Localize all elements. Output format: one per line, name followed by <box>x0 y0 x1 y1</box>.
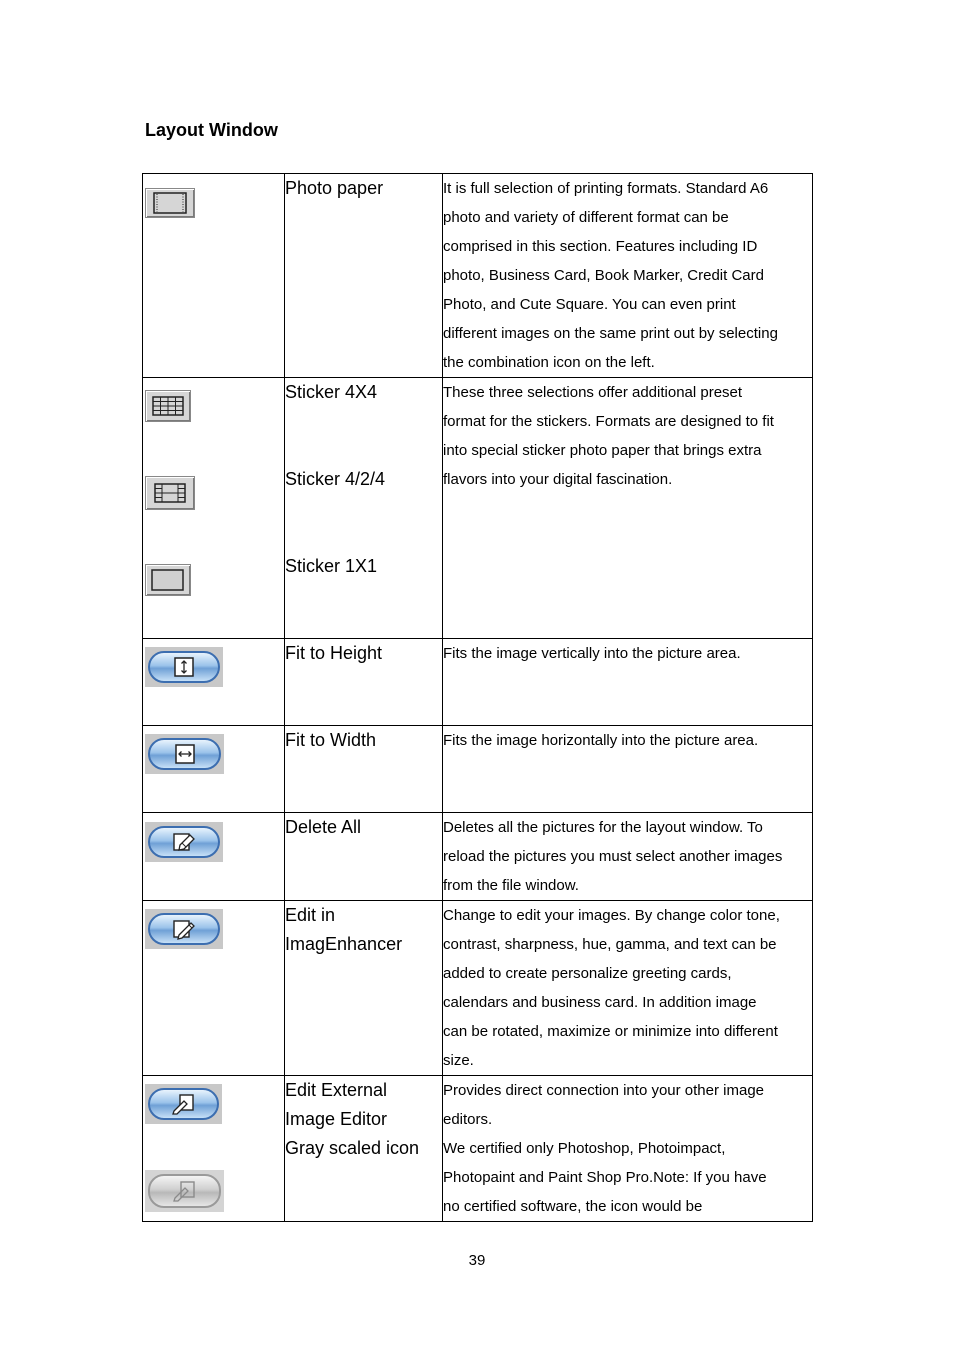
name-cell <box>285 901 443 1076</box>
sticker-4x4-icon[interactable] <box>145 390 191 422</box>
pill-button <box>148 651 220 683</box>
table-row-edit-imagenhancer <box>143 901 813 1076</box>
desc-line: Provides direct connection into your other image <box>443 1082 765 1099</box>
desc-line: different images on the same print out by selecting <box>443 325 778 342</box>
pill-button <box>148 738 221 770</box>
desc-line: editors. <box>443 1111 493 1128</box>
layout-window-table <box>142 173 813 1222</box>
pill-button <box>148 826 220 858</box>
table-row-fit-to-width <box>143 726 813 813</box>
desc-line: Change to edit your images. By change color tone, <box>443 907 780 924</box>
desc-line: contrast, sharpness, hue, gamma, and text can be <box>443 936 777 953</box>
icon-cell <box>143 378 285 639</box>
desc-line: photo, Business Card, Book Marker, Credit Card <box>443 267 764 284</box>
edit-external-icon[interactable] <box>145 1084 222 1124</box>
desc-line: calendars and business card. In addition image <box>443 994 757 1011</box>
icon-cell <box>143 813 285 901</box>
desc-line: from the file window. <box>443 877 579 894</box>
row-name: Image Editor <box>285 1109 388 1129</box>
desc-line: We certified only Photoshop, Photoimpact, <box>443 1140 726 1157</box>
row-name: Fit to Width <box>285 730 377 750</box>
desc-line: Photo, and Cute Square. You can even print <box>443 296 736 313</box>
desc-line: flavors into your digital fascination. <box>443 471 673 488</box>
row-name: Edit in <box>285 905 336 925</box>
edit-external-gray-icon[interactable] <box>145 1170 224 1212</box>
desc-line: added to create personalize greeting cards, <box>443 965 732 982</box>
description-cell <box>443 639 813 726</box>
desc-line: Fits the image vertically into the picture area. <box>443 645 741 662</box>
row-name: Fit to Height <box>285 643 383 663</box>
desc-line: no certified software, the icon would be <box>443 1198 703 1215</box>
sticker-1x1-icon[interactable] <box>145 564 191 596</box>
description-cell <box>443 1076 813 1222</box>
desc-line: size. <box>443 1052 474 1069</box>
name-cell <box>285 639 443 726</box>
edit-imagenhancer-icon[interactable] <box>145 909 223 949</box>
page-number: 39 <box>468 1252 486 1269</box>
row-name: Sticker 1X1 <box>285 556 378 576</box>
icon-cell <box>143 1076 285 1222</box>
icon-cell <box>143 639 285 726</box>
desc-line: comprised in this section. Features including ID <box>443 238 758 255</box>
desc-line: reload the pictures you must select another images <box>443 848 783 865</box>
pill-button <box>148 1088 219 1120</box>
icon-cell <box>143 901 285 1076</box>
desc-line: format for the stickers. Formats are designed to fit <box>443 413 774 430</box>
icon-cell <box>143 726 285 813</box>
sticker-424-icon[interactable] <box>145 476 195 510</box>
photo-paper-icon[interactable] <box>145 188 195 218</box>
desc-line: photo and variety of different format can be <box>443 209 729 226</box>
name-cell <box>285 1076 443 1222</box>
description-cell <box>443 726 813 813</box>
table-row-stickers <box>143 378 813 639</box>
desc-line: into special sticker photo paper that brings extra <box>443 442 762 459</box>
desc-line: Deletes all the pictures for the layout window. To <box>443 819 763 836</box>
table-row-fit-to-height <box>143 639 813 726</box>
name-cell <box>285 174 443 378</box>
row-name: Delete All <box>285 817 362 837</box>
fit-width-icon[interactable] <box>145 734 224 774</box>
row-name: Sticker 4X4 <box>285 382 378 402</box>
fit-height-icon[interactable] <box>145 647 223 687</box>
row-name: Gray scaled icon <box>285 1138 420 1158</box>
row-name: ImagEnhancer <box>285 934 403 954</box>
desc-line: can be rotated, maximize or minimize into different <box>443 1023 778 1040</box>
row-name: Photo paper <box>285 178 384 198</box>
icon-cell <box>143 174 285 378</box>
name-cell <box>285 813 443 901</box>
row-name: Sticker 4/2/4 <box>285 469 386 489</box>
delete-all-icon[interactable] <box>145 822 223 862</box>
desc-line: the combination icon on the left. <box>443 354 655 371</box>
pill-button <box>148 1174 221 1208</box>
desc-line: These three selections offer additional preset <box>443 384 743 401</box>
table-row-edit-external <box>143 1076 813 1222</box>
table-row-photo-paper <box>143 174 813 378</box>
desc-line: It is full selection of printing formats. Standard A6 <box>443 180 769 197</box>
row-name: Edit External <box>285 1080 388 1100</box>
table-row-delete-all <box>143 813 813 901</box>
desc-line: Fits the image horizontally into the picture area. <box>443 732 759 749</box>
name-cell <box>285 726 443 813</box>
description-cell <box>443 174 813 378</box>
page-heading: Layout Window <box>145 120 278 140</box>
description-cell <box>443 901 813 1076</box>
description-cell <box>443 378 813 639</box>
description-cell <box>443 813 813 901</box>
pill-button <box>148 913 220 945</box>
desc-line: Photopaint and Paint Shop Pro.Note: If you have <box>443 1169 767 1186</box>
name-cell <box>285 378 443 639</box>
